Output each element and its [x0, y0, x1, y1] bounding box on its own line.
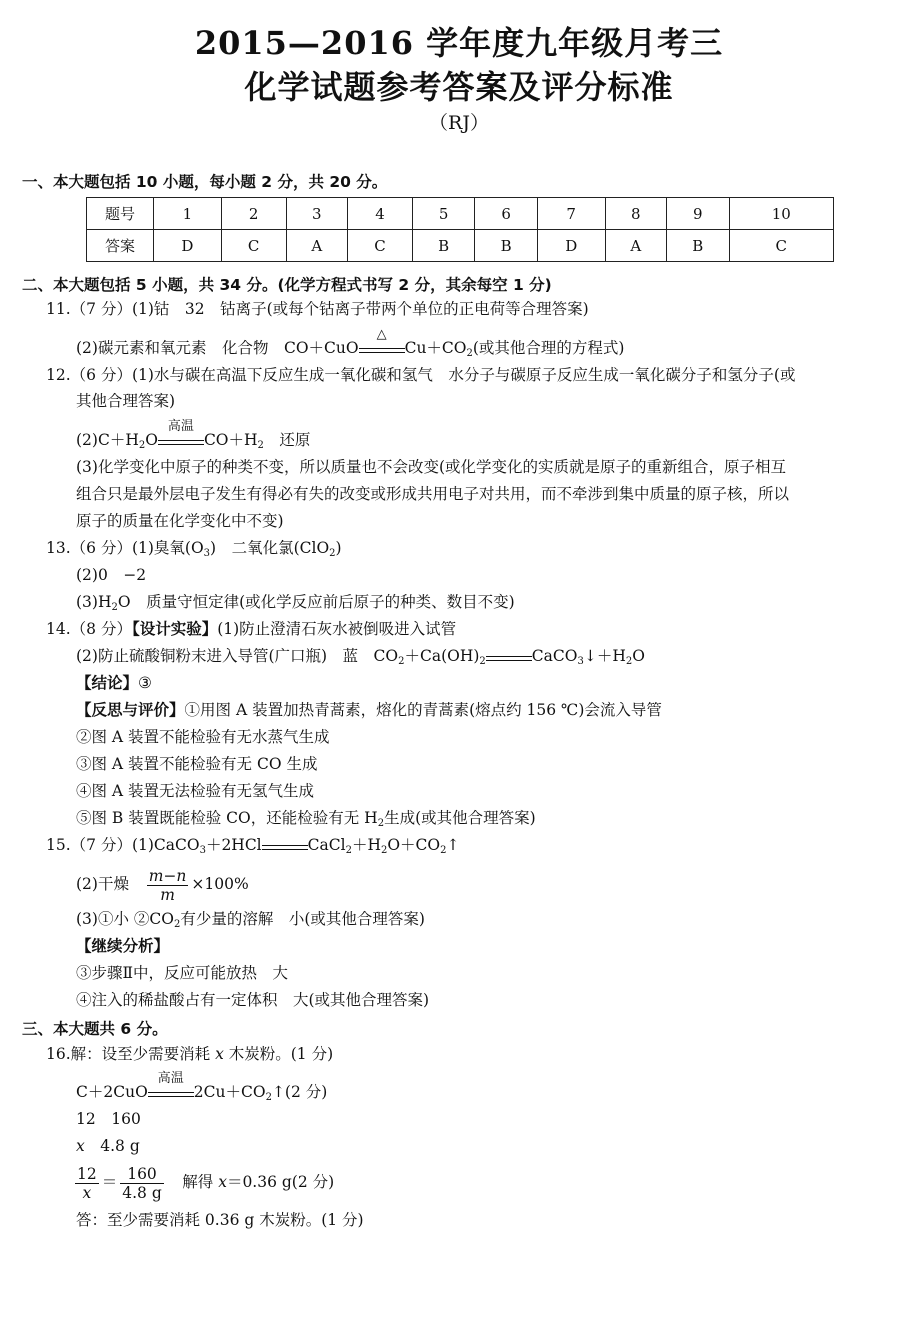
answer-cell: C	[221, 230, 286, 262]
subscript: 2	[440, 845, 447, 856]
q15-continue2: ④注入的稀盐酸占有一定体积 大(或其他合理答案)	[76, 991, 430, 1009]
reaction-arrow	[158, 419, 204, 450]
reaction-arrow	[486, 646, 532, 666]
q13-text: )	[335, 539, 342, 557]
reaction-condition: 高温	[157, 1071, 184, 1086]
q14-evaluation	[76, 700, 662, 720]
answer-cell: D	[537, 230, 605, 262]
q15-continue-label: 【继续分析】	[76, 937, 170, 955]
question-number: 7	[537, 198, 605, 230]
q16-text: 木炭粉。(1 分)	[223, 1045, 334, 1063]
q15-text: ＋H	[351, 836, 381, 854]
q12-text: 还原	[263, 431, 311, 449]
variable-x: x	[218, 1173, 227, 1191]
answer-cell: A	[605, 230, 667, 262]
q14-text: 14.（8 分）	[46, 620, 132, 638]
answer-cell: C	[348, 230, 413, 262]
answer-cell: C	[729, 230, 833, 262]
fraction-denominator: m	[160, 885, 175, 904]
subscript: 2	[380, 845, 388, 856]
q12-text: (2)C＋H	[76, 431, 139, 449]
q11-part1: 11.（7 分）(1)钴 32 钴离子(或每个钴离子带两个单位的正电荷等合理答案)	[46, 300, 589, 318]
q12-part3-cont: 组合只是最外层电子发生有得必有失的改变或形成共用电子对共用，而不牵涉到集中质量的原子核，所以	[76, 485, 790, 503]
answer-cell: B	[475, 230, 537, 262]
reaction-arrow	[148, 1071, 194, 1102]
q12-part3: (3)化学变化中原子的种类不变，所以质量也不会改变(或化学变化的实质就是原子的重新组合，原子相互	[76, 458, 787, 476]
q14-text: O	[632, 647, 645, 665]
fraction-left	[75, 1165, 99, 1202]
subscript: 2	[257, 440, 264, 451]
q16-proportion	[72, 1160, 334, 1204]
fraction-denominator: 4.8 g	[122, 1183, 162, 1202]
q14-text: ＋Ca(OH)	[404, 647, 480, 665]
q13-part1	[46, 538, 342, 558]
q14-eval4: ④图 A 装置无法检验有无氢气生成	[76, 782, 315, 800]
document-edition: （RJ）	[429, 112, 489, 134]
answer-cell: D	[154, 230, 222, 262]
mass-fraction	[147, 867, 189, 904]
q13-text: O 质量守恒定律(或化学反应前后原子的种类、数目不变)	[117, 593, 515, 611]
subscript: 2	[111, 602, 118, 613]
reaction-arrow	[359, 327, 405, 358]
q12-part3-cont2: 原子的质量在化学变化中不变)	[76, 512, 284, 530]
fraction-numerator: 12	[77, 1164, 97, 1183]
question-number: 5	[412, 198, 474, 230]
subscript: 2	[398, 656, 405, 667]
subscript: 3	[203, 548, 211, 559]
q11-text: (2)碳元素和氧元素 化合物 CO＋CuO	[76, 339, 359, 357]
section3-title: 三、本大题共 6 分。	[22, 1020, 168, 1038]
subscript: 2	[265, 1092, 272, 1103]
variable-x: x	[215, 1045, 224, 1063]
subscript: 2	[173, 919, 181, 930]
question-number: 3	[286, 198, 348, 230]
q14-part2	[76, 646, 645, 666]
fraction-denominator: x	[82, 1183, 92, 1202]
q15-part3	[76, 909, 425, 929]
q15-text: ↑	[446, 836, 460, 854]
q15-text: ＋2HCl	[205, 836, 262, 854]
fraction-numerator: 160	[120, 1165, 164, 1184]
q12-part2	[76, 419, 311, 451]
q15-text: 有少量的溶解 小(或其他合理答案)	[180, 910, 425, 928]
q14-conclusion	[76, 673, 152, 693]
q14-text: (2)防止硫酸铜粉末进入导管(广口瓶) 蓝 CO	[76, 647, 399, 665]
q15-text: ×100%	[191, 875, 249, 893]
q16-text: C＋2CuO	[76, 1083, 148, 1101]
q11-part2	[76, 327, 625, 359]
q16-setup	[46, 1044, 333, 1064]
answer-table	[86, 197, 834, 262]
document-title-year: 2015—2016 学年度九年级月考三	[194, 24, 724, 62]
q16-quantities	[76, 1136, 140, 1156]
q14-part1	[46, 619, 456, 639]
q14-text: (1)防止澄清石灰水被倒吸进入试管	[217, 620, 457, 638]
document-title-subject: 化学试题参考答案及评分标准	[244, 68, 674, 106]
q15-text: CaCl	[307, 836, 346, 854]
answer-cell: B	[667, 230, 729, 262]
row-label: 答案	[87, 230, 154, 262]
equals-sign: ＝	[101, 1173, 118, 1191]
subscript: 2	[345, 845, 352, 856]
q15-part1	[46, 835, 460, 855]
q14-text: CaCO	[531, 647, 578, 665]
subscript: 2	[329, 548, 336, 559]
q16-text: ↑(2 分)	[271, 1083, 328, 1101]
question-number: 6	[475, 198, 537, 230]
reaction-condition: △	[376, 327, 387, 342]
fraction-numerator: m−n	[148, 866, 187, 885]
q16-equation	[76, 1071, 328, 1103]
q13-part3	[76, 592, 515, 612]
question-number: 4	[348, 198, 413, 230]
row-label: 题号	[87, 198, 154, 230]
q16-text: 解得	[166, 1173, 219, 1191]
q15-text: (3)①小 ②CO	[76, 910, 174, 928]
q13-text: (3)H	[76, 593, 112, 611]
q14-heading: 【设计实验】	[131, 620, 218, 638]
question-number: 10	[729, 198, 833, 230]
subscript: 2	[377, 818, 385, 829]
reaction-arrow	[262, 835, 308, 855]
subscript: 2	[479, 656, 486, 667]
q16-answer: 答：至少需要消耗 0.36 g 木炭粉。(1 分)	[76, 1211, 364, 1229]
q16-text: 2Cu＋CO	[193, 1083, 266, 1101]
q15-continue1: ③步骤Ⅱ中，反应可能放热 大	[76, 964, 289, 982]
q14-eval2: ②图 A 装置不能检验有无水蒸气生成	[76, 728, 330, 746]
section2-title: 二、本大题包括 5 小题，共 34 分。(化学方程式书写 2 分，其余每空 1 分)	[22, 276, 552, 294]
q16-text: 4.8 g	[84, 1137, 140, 1155]
q15-text: O＋CO	[387, 836, 441, 854]
fraction-right	[120, 1165, 164, 1202]
q15-part2	[76, 862, 249, 906]
q11-text: Cu＋CO	[404, 339, 467, 357]
subscript: 3	[199, 845, 206, 856]
q14-heading: 【反思与评价】	[76, 701, 185, 719]
variable-x: x	[76, 1137, 85, 1155]
q14-text: ①用图 A 装置加热青蒿素，熔化的青蒿素(熔点约 156 ℃)会流入导管	[184, 701, 662, 719]
q16-text: ＝0.36 g(2 分)	[226, 1173, 335, 1191]
q14-heading: 【结论】	[76, 674, 139, 692]
section1-title: 一、本大题包括 10 小题，每小题 2 分，共 20 分。	[22, 173, 388, 191]
q16-text: 16.解：设至少需要消耗	[46, 1045, 216, 1063]
reaction-condition: 高温	[167, 419, 194, 434]
answer-cell: A	[286, 230, 348, 262]
q12-text: O	[145, 431, 158, 449]
q11-text: (或其他合理的方程式)	[472, 339, 625, 357]
answer-cell: B	[412, 230, 474, 262]
q12-part1: 12.（6 分）(1)水与碳在高温下反应生成一氧化碳和氢气 水分子与碳原子反应生成一氧化碳分子和氢分子(或	[46, 366, 796, 384]
subscript: 3	[577, 656, 584, 667]
q14-text: 生成(或其他合理答案)	[384, 809, 536, 827]
subscript: 2	[138, 440, 146, 451]
q14-eval5	[76, 808, 536, 828]
subscript: 2	[466, 348, 473, 359]
q14-text: ③	[138, 674, 152, 692]
q13-text: 13.（6 分）(1)臭氧(O	[46, 539, 204, 557]
q14-text: ⑤图 B 装置既能检验 CO，还能检验有无 H	[76, 809, 378, 827]
table-row-answers	[87, 230, 834, 262]
question-number: 9	[667, 198, 729, 230]
q14-eval3: ③图 A 装置不能检验有无 CO 生成	[76, 755, 318, 773]
q13-text: ) 二氧化氯(ClO	[210, 539, 330, 557]
q15-text: 15.（7 分）(1)CaCO	[46, 836, 200, 854]
q12-text: CO＋H	[203, 431, 258, 449]
subscript: 2	[625, 656, 633, 667]
table-row-numbers	[87, 198, 834, 230]
question-number: 8	[605, 198, 667, 230]
q15-text: (2)干燥	[76, 875, 129, 893]
q14-text: ↓＋H	[583, 647, 626, 665]
question-number: 2	[221, 198, 286, 230]
question-number: 1	[154, 198, 222, 230]
q16-masses: 12 160	[76, 1110, 141, 1128]
q13-part2: (2)0 −2	[76, 566, 147, 584]
q12-part1-cont: 其他合理答案)	[76, 392, 176, 410]
